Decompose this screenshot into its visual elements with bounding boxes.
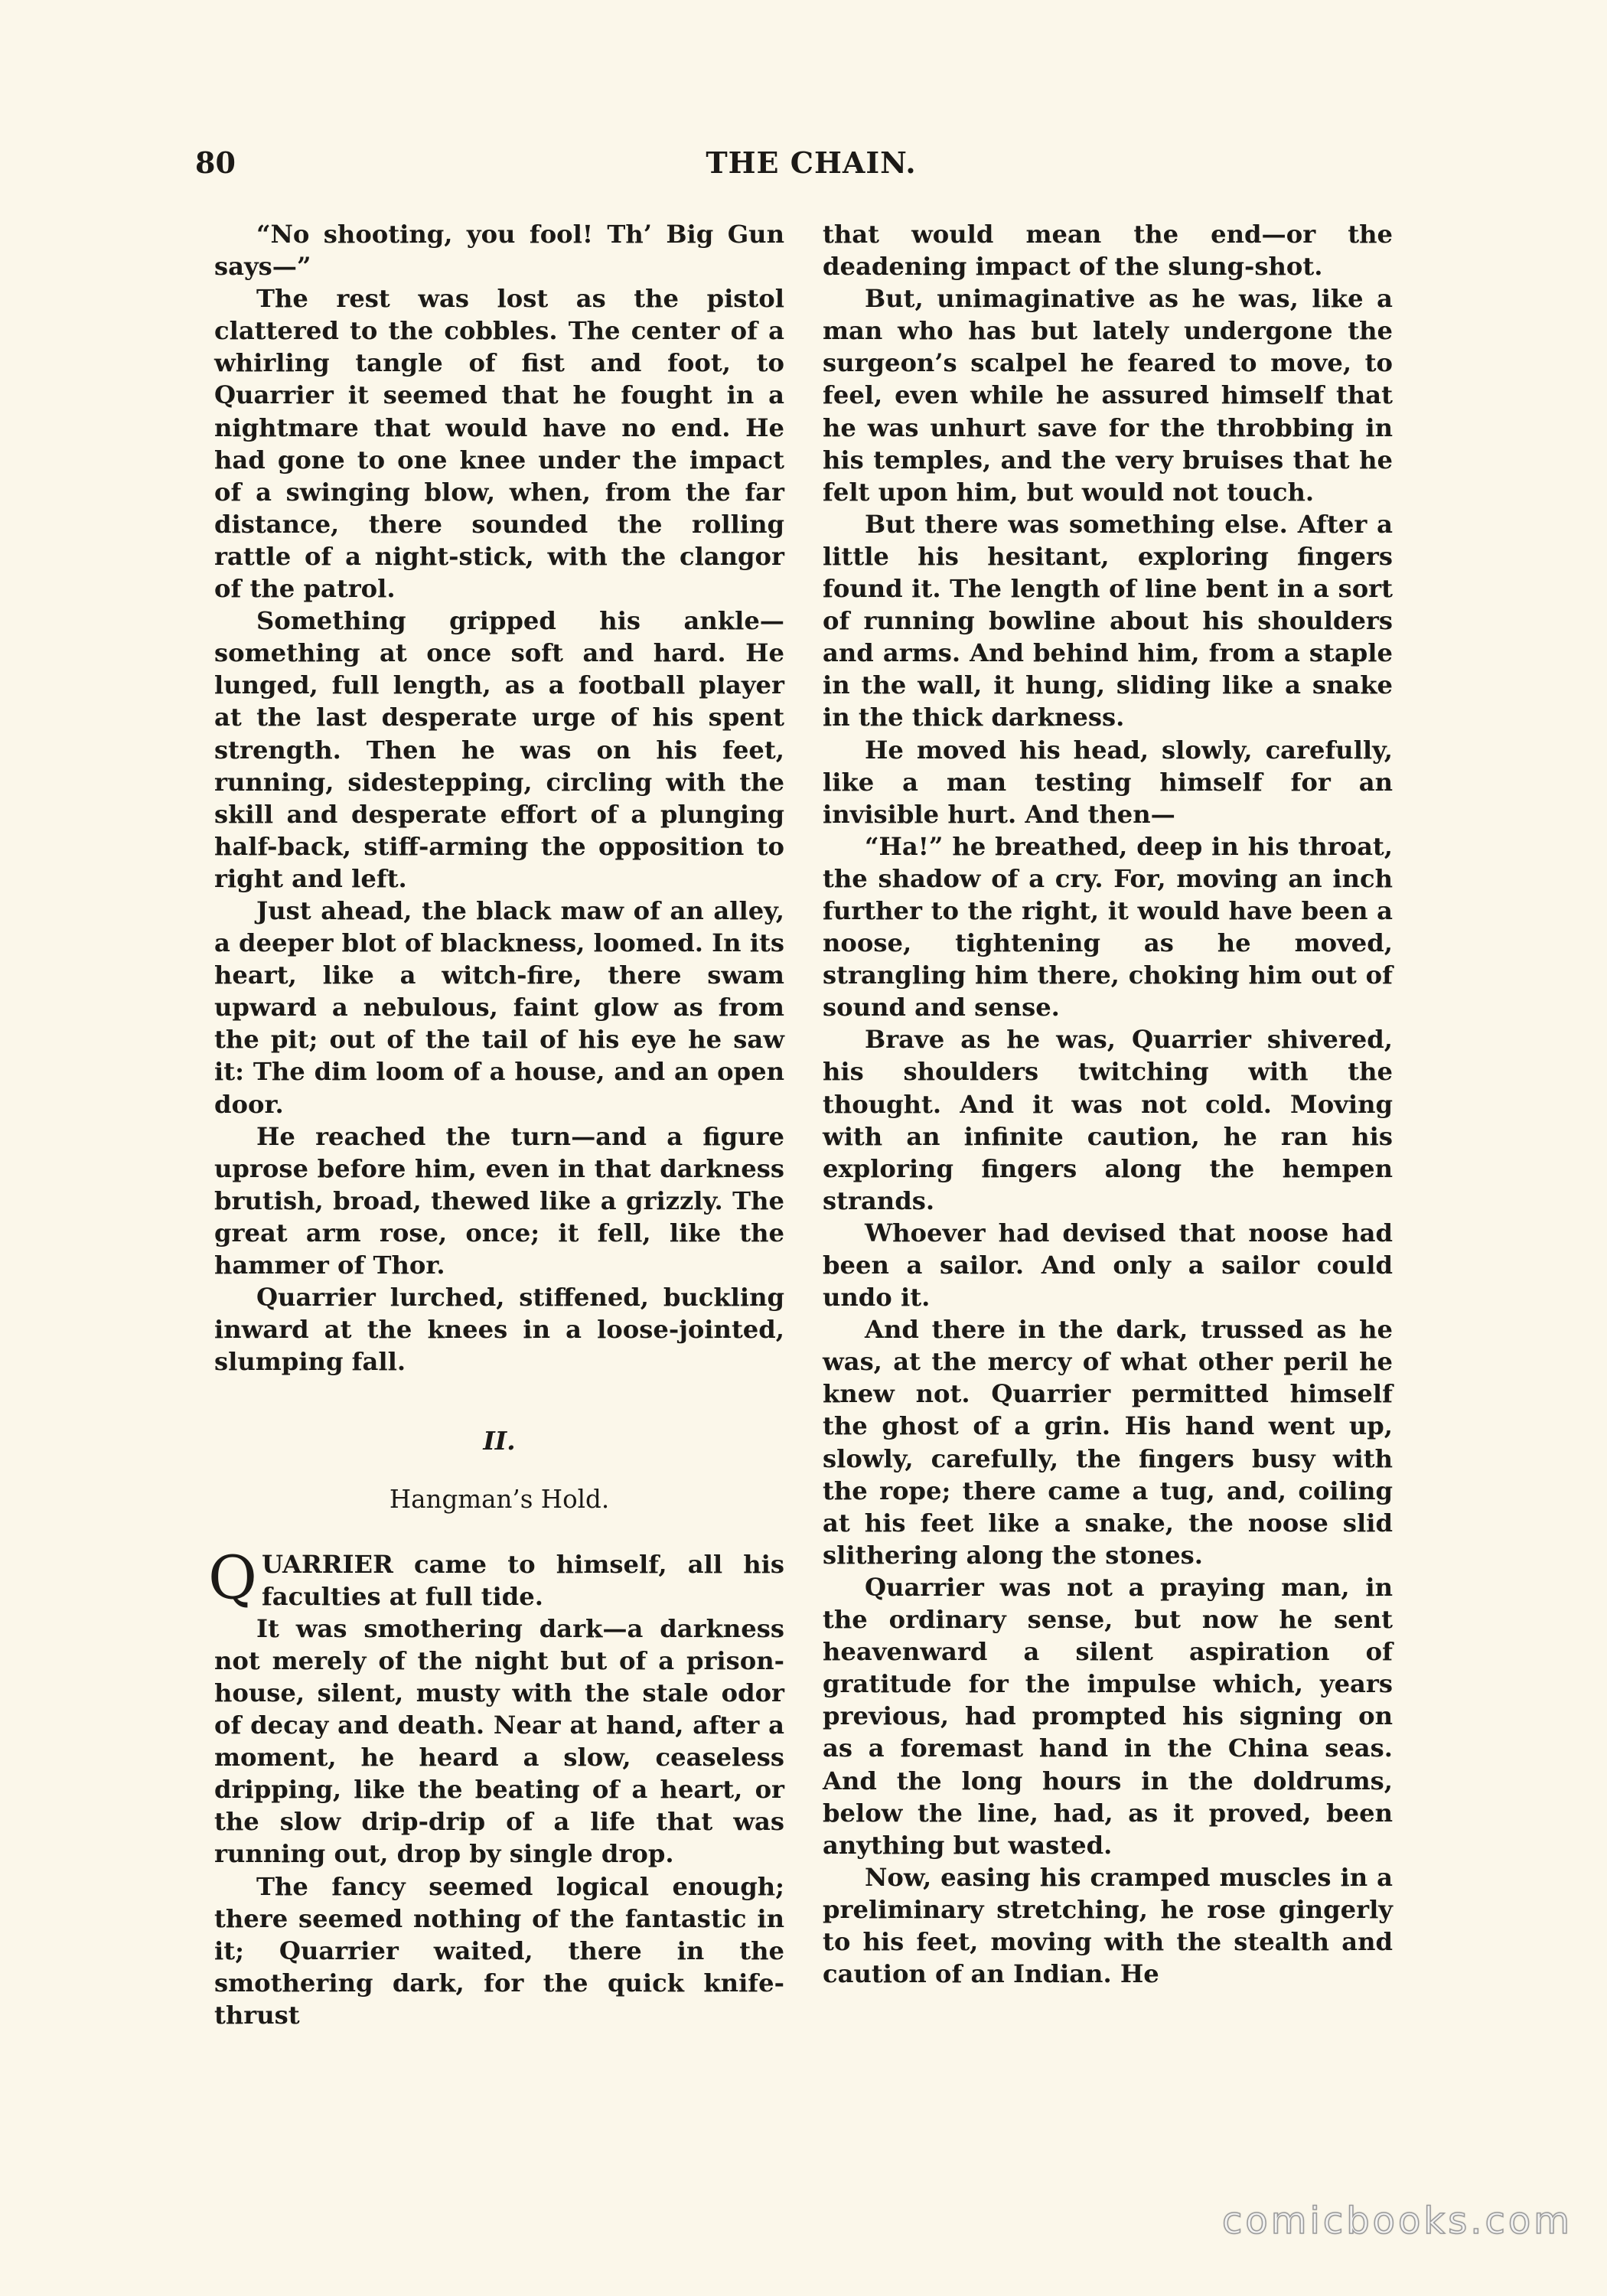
site-watermark: comicbooks.com — [1221, 2200, 1573, 2242]
paragraph: “Ha!” he breathed, deep in his throat, the shadow of a cry. For, moving an inch further to the right, it would have been a noose, tightening as he moved, strangling him there, choking him out of sound and sense. — [823, 831, 1393, 1022]
paragraph: Just ahead, the black maw of an alley, a deeper blot of blackness, loomed. In its heart, like a witch-fire, there swam upward a nebulous, faint glow as from the pit; out of the tail of his eye he saw it: The dim loom of a house, and an open door. — [214, 895, 784, 1119]
paragraph: Quarrier was not a praying man, in the ordinary sense, but now he sent heavenward a silent aspiration of gratitude for the impulse which, years previous, had prompted his signing on as a foremast hand in the China seas. And the long hours in the doldrums, below the line, had, as it proved, been anything but wasted. — [823, 1572, 1393, 1860]
section-numeral: II. — [483, 1426, 516, 1456]
paragraph: He moved his head, slowly, carefully, like a man testing himself for an invisible hurt. And then— — [823, 735, 1393, 829]
paragraph: that would mean the end—or the deadening impact of the slung-shot. — [823, 220, 1393, 282]
paragraph-text: UARRIER came to himself, all his faculties at full tide. — [261, 1549, 784, 1611]
right-column — [823, 218, 1393, 1990]
paragraph: He reached the turn—and a figure uprose before him, even in that darkness brutish, broad, thewed like a grizzly. The great arm rose, once; it fell, like the hammer of Thor. — [214, 1121, 784, 1280]
running-head — [195, 145, 1427, 191]
paragraph: Something gripped his ankle—something at once soft and hard. He lunged, full length, as a football player at the last desperate urge of his spent strength. Then he was on his feet, running, sidestepping, circling with the skill and desperate effort of a plunging half-back, stiff-arming the opposition to right and left. — [214, 606, 784, 893]
paragraph: The rest was lost as the pistol clattered to the cobbles. The center of a whirling tangle of fist and foot, to Quarrier it seemed that he fought in a nightmare that would have no end. He had gone to one knee under the impact of a swinging blow, when, from the far distance, there sounded the rolling rattle of a night-stick, with the clangor of the patrol. — [214, 284, 784, 604]
section-title: Hangman’s Hold. — [389, 1485, 610, 1515]
paragraph: And there in the dark, trussed as he was, at the mercy of what other peril he knew not. Quarrier permitted himself the ghost of a grin. His hand went up, slowly, carefully, the fingers busy with the rope; there came a tug, and, coiling at his feet like a snake, the noose slid slithering along the stones. — [823, 1315, 1393, 1570]
paragraph: But, unimaginative as he was, like a man who has but lately undergone the surgeon’s scalpel he feared to move, to feel, even while he assured himself that he was unhurt save for the throbbing in his temples, and the very bruises that he felt upon him, but would not touch. — [823, 284, 1393, 507]
paragraph: It was smothering dark—a darkness not merely of the night but of a prison-house, silent, musty with the stale odor of decay and death. Near at hand, after a moment, he heard a slow, ceaseless dripping, like the beating of a heart, or the slow drip-drip of a life that was running out, drop by single drop. — [214, 1613, 784, 1869]
left-column — [208, 218, 784, 2031]
paragraph: “No shooting, you fool! Th’ Big Gun says—” — [214, 220, 784, 282]
paragraph-with-drop-cap — [208, 1543, 784, 1613]
paragraph: The fancy seemed logical enough; there seemed nothing of the fantastic in it; Quarrier waited, there in the smothering dark, for the quick knife-thrust — [214, 1871, 784, 2030]
drop-cap: Q — [208, 1543, 257, 1613]
paragraph: Brave as he was, Quarrier shivered, his shoulders twitching with the thought. And it was not cold. Moving with an infinite caution, he ran his exploring fingers along the hempen strands. — [823, 1025, 1393, 1215]
paragraph: Now, easing his cramped muscles in a preliminary stretching, he rose gingerly to his feet, moving with the stealth and caution of an Indian. He — [823, 1862, 1393, 1989]
page-number: 80 — [195, 145, 236, 180]
paragraph: But there was something else. After a little his hesitant, exploring fingers found it. The length of line bent in a sort of running bowline about his shoulders and arms. And behind him, from a staple in the wall, it hung, sliding like a snake in the thick darkness. — [823, 509, 1393, 732]
running-title: THE CHAIN. — [706, 145, 917, 180]
paragraph: Whoever had devised that noose had been a sailor. And only a sailor could undo it. — [823, 1218, 1393, 1313]
paragraph: Quarrier lurched, stiffened, buckling inward at the knees in a loose-jointed, slumping fall. — [214, 1283, 784, 1377]
